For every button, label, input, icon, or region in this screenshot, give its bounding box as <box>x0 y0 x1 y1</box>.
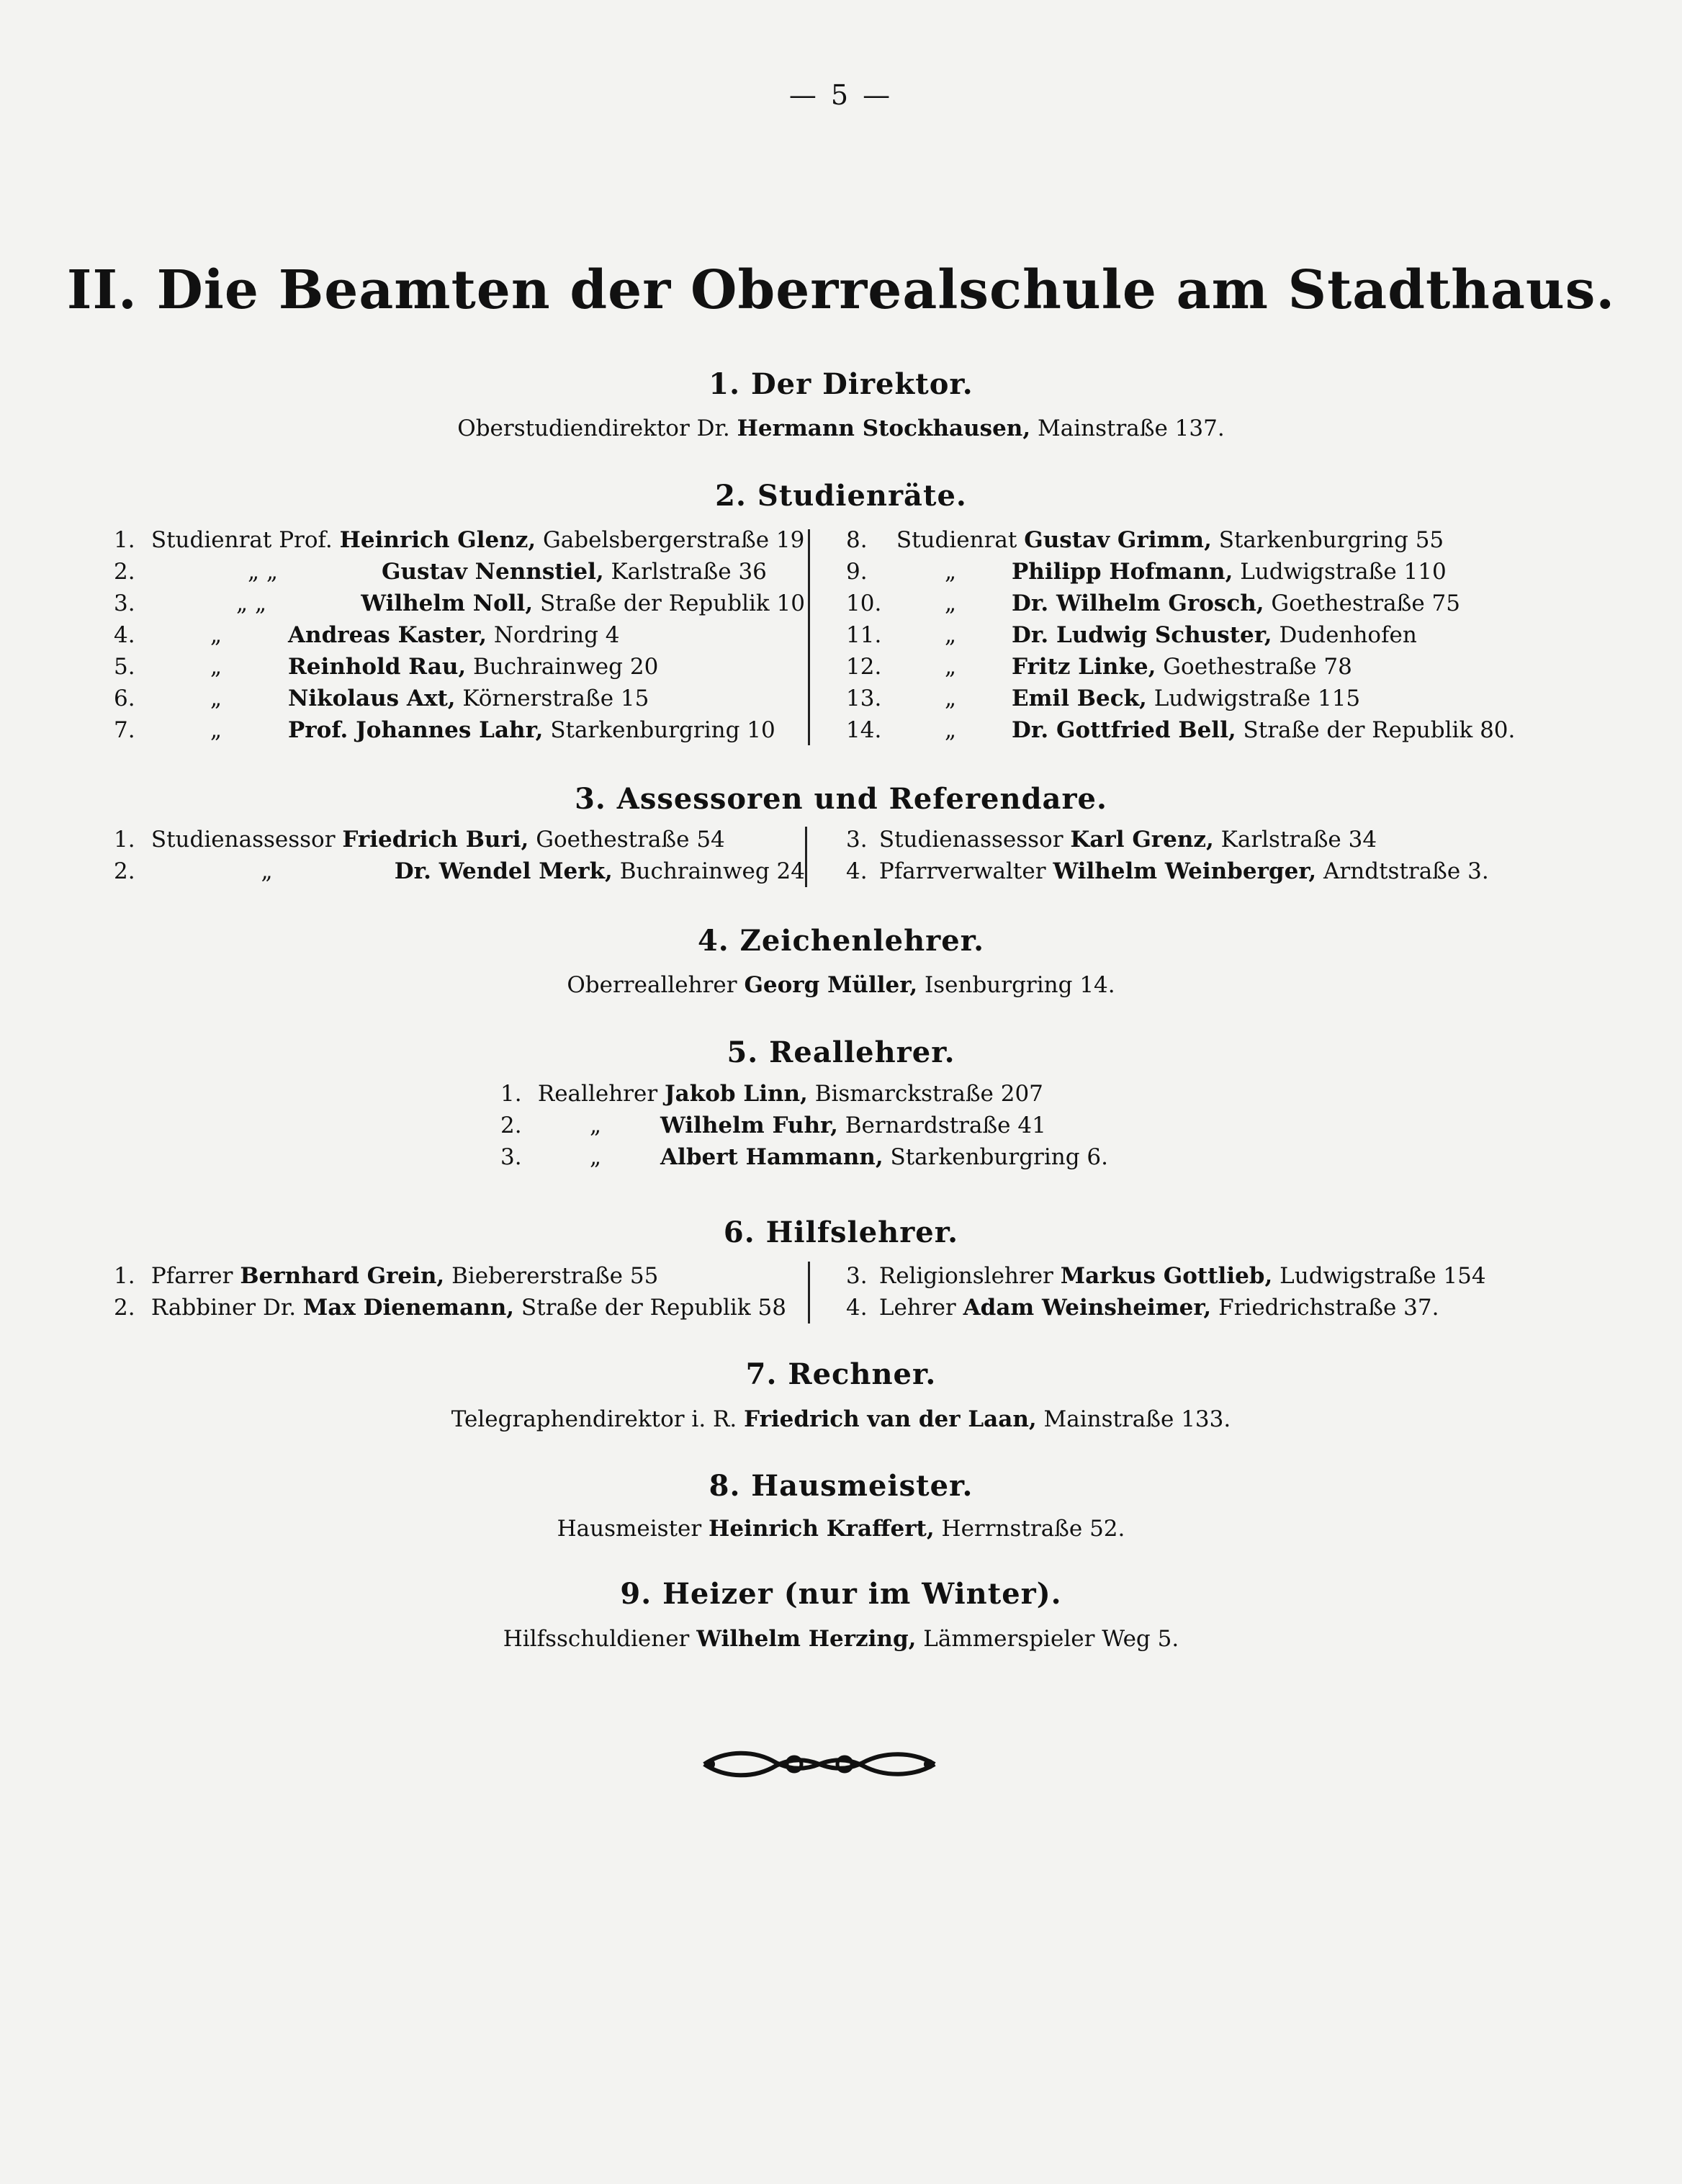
section-8-heading: 8. Hausmeister. <box>709 1469 973 1503</box>
director-name: Hermann Stockhausen, <box>737 415 1031 441</box>
section-6-heading: 6. Hilfslehrer. <box>723 1215 959 1249</box>
list-item: 14. „ Dr. Gottfried Bell, Straße der Republik 80. <box>846 717 1516 743</box>
assessoren-left-list <box>114 824 805 887</box>
studienraete-right-list <box>846 524 1566 746</box>
hausmeister-entry: Hausmeister Heinrich Kraffert, Herrnstraße 52. <box>557 1516 1125 1542</box>
list-item: 8. Studienrat Gustav Grimm, Starkenburgring 55 <box>846 527 1444 553</box>
list-item: 1. Studienrat Prof. Heinrich Glenz, Gabelsbergerstraße 19 <box>114 527 805 553</box>
list-item: 3. „ „ Wilhelm Noll, Straße der Republik 10 <box>114 590 805 616</box>
hilfslehrer-right-list <box>846 1260 1566 1324</box>
list-item: 1. Reallehrer Jakob Linn, Bismarckstraße 207 <box>500 1081 1043 1107</box>
list-item: 2. „ Wilhelm Fuhr, Bernardstraße 41 <box>500 1113 1046 1138</box>
list-item: 6. „ Nikolaus Axt, Körnerstraße 15 <box>114 686 649 711</box>
section-3-heading: 3. Assessoren und Referendare. <box>575 782 1107 816</box>
list-item: 4. „ Andreas Kaster, Nordring 4 <box>114 622 620 648</box>
list-item: 2. Rabbiner Dr. Max Dienemann, Straße der Republik 58 <box>114 1295 786 1321</box>
section-1-heading: 1. Der Direktor. <box>709 367 973 401</box>
list-item: 2. „ „ Gustav Nennstiel, Karlstraße 36 <box>114 559 767 585</box>
assessoren-right-list <box>846 824 1566 887</box>
zeichenlehrer-entry: Oberreallehrer Georg Müller, Isenburgring 14. <box>567 972 1115 998</box>
page-title: II. Die Beamten der Oberrealschule am Stadthaus. <box>66 259 1616 321</box>
list-item: 2. „ Dr. Wendel Merk, Buchrainweg 24 <box>114 858 805 884</box>
section-7-heading: 7. Rechner. <box>745 1357 937 1391</box>
list-item: 5. „ Reinhold Rau, Buchrainweg 20 <box>114 654 659 680</box>
list-item: 1. Studienassessor Friedrich Buri, Goethestraße 54 <box>114 827 725 853</box>
list-item: 7. „ Prof. Johannes Lahr, Starkenburgring 10 <box>114 717 775 743</box>
list-item: 11. „ Dr. Ludwig Schuster, Dudenhofen <box>846 622 1417 648</box>
rechner-entry: Telegraphendirektor i. R. Friedrich van der Laan, Mainstraße 133. <box>451 1406 1231 1432</box>
list-item: 13. „ Emil Beck, Ludwigstraße 115 <box>846 686 1361 711</box>
page-number: — 5 — <box>788 79 894 111</box>
list-item: 12. „ Fritz Linke, Goethestraße 78 <box>846 654 1352 680</box>
column-divider <box>808 529 810 745</box>
list-item: 3. „ Albert Hammann, Starkenburgring 6. <box>500 1144 1109 1170</box>
director-rank: Oberstudiendirektor Dr. <box>457 415 730 441</box>
hilfslehrer-left-list <box>114 1260 805 1324</box>
director-entry <box>0 415 1682 441</box>
heizer-entry: Hilfsschuldiener Wilhelm Herzing, Lämmerspieler Weg 5. <box>503 1626 1179 1652</box>
column-divider <box>808 1262 810 1324</box>
section-5-heading: 5. Reallehrer. <box>727 1035 955 1069</box>
list-item: 4. Pfarrverwalter Wilhelm Weinberger, Arndtstraße 3. <box>846 858 1489 884</box>
list-item: 10. „ Dr. Wilhelm Grosch, Goethestraße 75 <box>846 590 1460 616</box>
list-item: 1. Pfarrer Bernhard Grein, Biebererstraße 55 <box>114 1263 659 1289</box>
section-4-heading: 4. Zeichenlehrer. <box>697 924 985 958</box>
section-9-heading: 9. Heizer (nur im Winter). <box>620 1577 1062 1611</box>
column-divider <box>805 827 807 887</box>
list-item: 3. Religionslehrer Markus Gottlieb, Ludwigstraße 154 <box>846 1263 1486 1289</box>
list-item: 4. Lehrer Adam Weinsheimer, Friedrichstraße 37. <box>846 1295 1439 1321</box>
ornament-divider-icon <box>697 1743 942 1786</box>
studienraete-left-list <box>114 524 805 746</box>
list-item: 3. Studienassessor Karl Grenz, Karlstraße 34 <box>846 827 1377 853</box>
reallehrer-list <box>500 1078 1148 1173</box>
director-address: Mainstraße 137. <box>1037 415 1225 441</box>
list-item: 9. „ Philipp Hofmann, Ludwigstraße 110 <box>846 559 1447 585</box>
section-2-heading: 2. Studienräte. <box>715 479 967 513</box>
